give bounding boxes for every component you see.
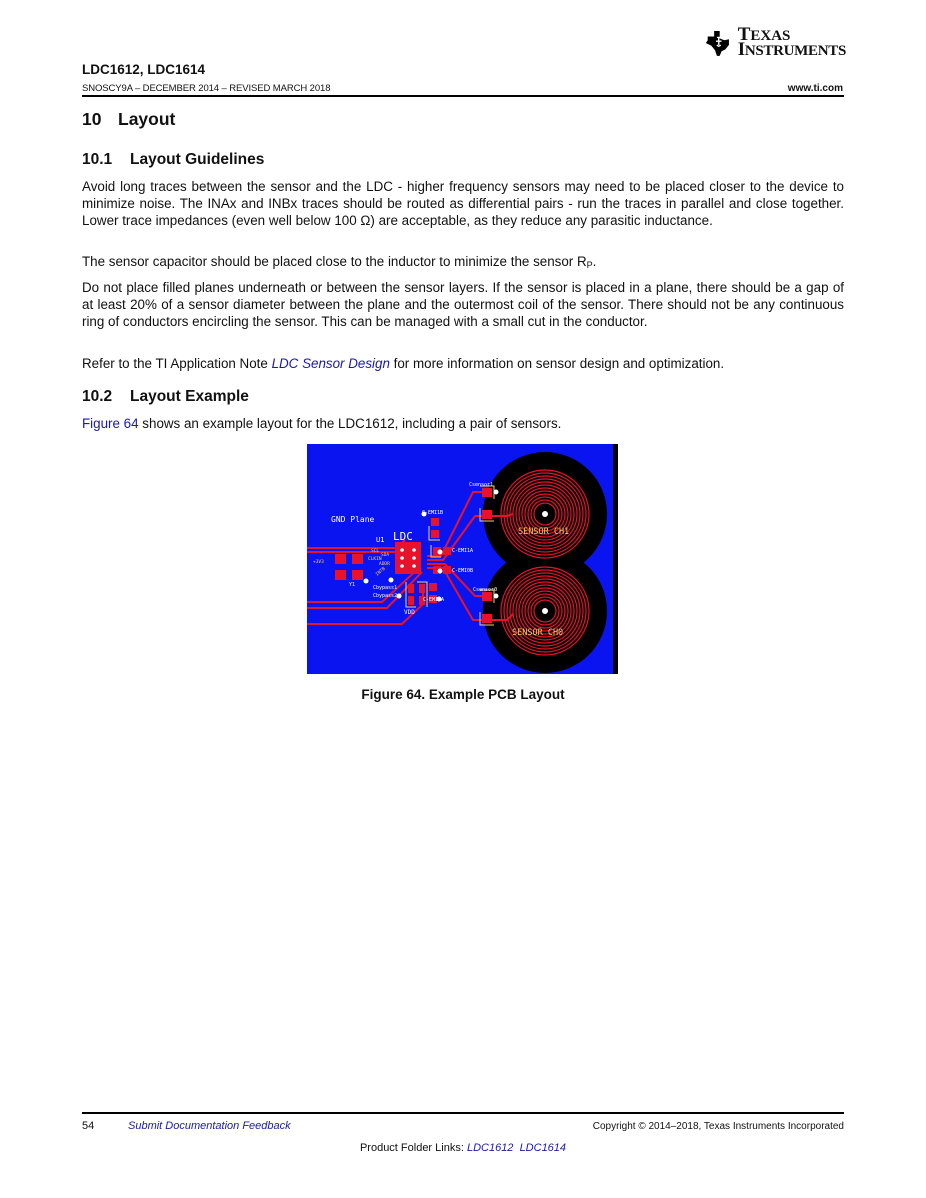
pcb-label-3v3: +3V3: [313, 560, 324, 565]
pcb-label-emi1b: C-EMI1B: [422, 510, 444, 516]
subsection-heading-10-2: 10.2 Layout Example: [82, 388, 249, 405]
ldc-chip-pad: [395, 542, 421, 574]
pcb-label-emi0b: C-EMI0B: [452, 568, 474, 574]
pcb-label-csensor1: Csensor1: [469, 482, 494, 488]
product-link-ldc1612[interactable]: LDC1612: [466, 1142, 514, 1154]
pcb-label-sensor-ch1: SENSOR CH1: [518, 527, 570, 537]
logo-wordmark: TEXAS INSTRUMENTS: [737, 24, 846, 60]
sensor-ch0-via: [542, 608, 548, 614]
ti-logo: [704, 24, 846, 62]
texas-state-logo-icon: [704, 28, 732, 58]
pcb-label-scl: SCL: [371, 549, 380, 554]
website-link[interactable]: www.ti.com: [787, 83, 843, 94]
section-heading: 10 Layout: [82, 109, 176, 129]
pcb-layout-figure: [307, 444, 618, 674]
figure-64-link[interactable]: Figure 64: [82, 416, 139, 431]
subsection-heading-10-1: 10.1 Layout Guidelines: [82, 151, 265, 168]
paragraph-traces: Avoid long traces between the sensor and the LDC - higher frequency sensors may need to be placed closer to the device to minimize noise. The INAx and INBx traces should be routed as differential pairs - run the traces in parallel and close together. Lower trace impedances (even well below 100 Ω) are acceptable, as they reduce any parasitic inductance.: [82, 179, 844, 228]
app-note-link[interactable]: LDC Sensor Design: [271, 356, 390, 371]
pcb-label-bypass2: Cbypass2: [373, 593, 398, 599]
pcb-label-y1: Y1: [349, 582, 356, 588]
pcb-label-csensor0: Csensor0: [473, 587, 498, 593]
sensor-ch1-via: [542, 511, 548, 517]
board-edge: [613, 444, 618, 674]
pcb-label-intb: INTB: [375, 566, 387, 578]
pcb-label-emi0a: C-EMI0A: [423, 597, 445, 603]
figure-caption: Figure 64. Example PCB Layout: [361, 687, 565, 702]
feedback-link[interactable]: Submit Documentation Feedback: [128, 1120, 291, 1132]
paragraph-refer: Refer to the TI Application Note LDC Sensor Design for more information on sensor design and optimization.: [82, 356, 725, 371]
copyright: Copyright © 2014–2018, Texas Instruments Incorporated: [592, 1121, 844, 1132]
paragraph-figure-intro: Figure 64 shows an example layout for the LDC1612, including a pair of sensors.: [82, 416, 562, 431]
page-number: 54: [82, 1120, 95, 1132]
pcb-label-ldc: LDC: [393, 530, 413, 543]
product-folder-links: Product Folder Links: LDC1612 LDC1614: [359, 1142, 567, 1154]
pcb-label-gnd: GND Plane: [331, 515, 375, 524]
header-divider: [82, 95, 844, 97]
pcb-label-bypass1: Cbypass1: [373, 585, 398, 591]
pcb-label-u1: U1: [376, 536, 385, 544]
pcb-label-emi1a: C-EMI1A: [452, 548, 474, 554]
footer-divider: [82, 1112, 844, 1114]
product-link-ldc1614[interactable]: LDC1614: [519, 1142, 567, 1154]
pcb-label-sda: SDA: [381, 553, 390, 558]
pcb-label-addr: ADDR: [379, 562, 390, 567]
paragraph-capacitor: The sensor capacitor should be placed close to the inductor to minimize the sensor $R_P$.: [82, 254, 597, 270]
pcb-layout-image: [307, 444, 618, 674]
document-id-line: SNOSCY9A – DECEMBER 2014 – REVISED MARCH 2018: [82, 83, 331, 94]
document-title: LDC1612, LDC1614: [82, 62, 206, 77]
pcb-label-vdd: VDD: [404, 609, 415, 616]
paragraph-planes: Do not place filled planes underneath or between the sensor layers. If the sensor is placed in a plane, there should be a gap of at least 20% of a sensor diameter between the plane and the outermost coil of the sensor. There should not be any continuous ring of conductors encircling the sensor. This can be managed with a small cut in the conductor.: [82, 280, 844, 329]
pcb-label-sensor-ch0: SENSOR CH0: [512, 628, 564, 638]
pcb-label-clkin: CLKIN: [368, 557, 382, 562]
